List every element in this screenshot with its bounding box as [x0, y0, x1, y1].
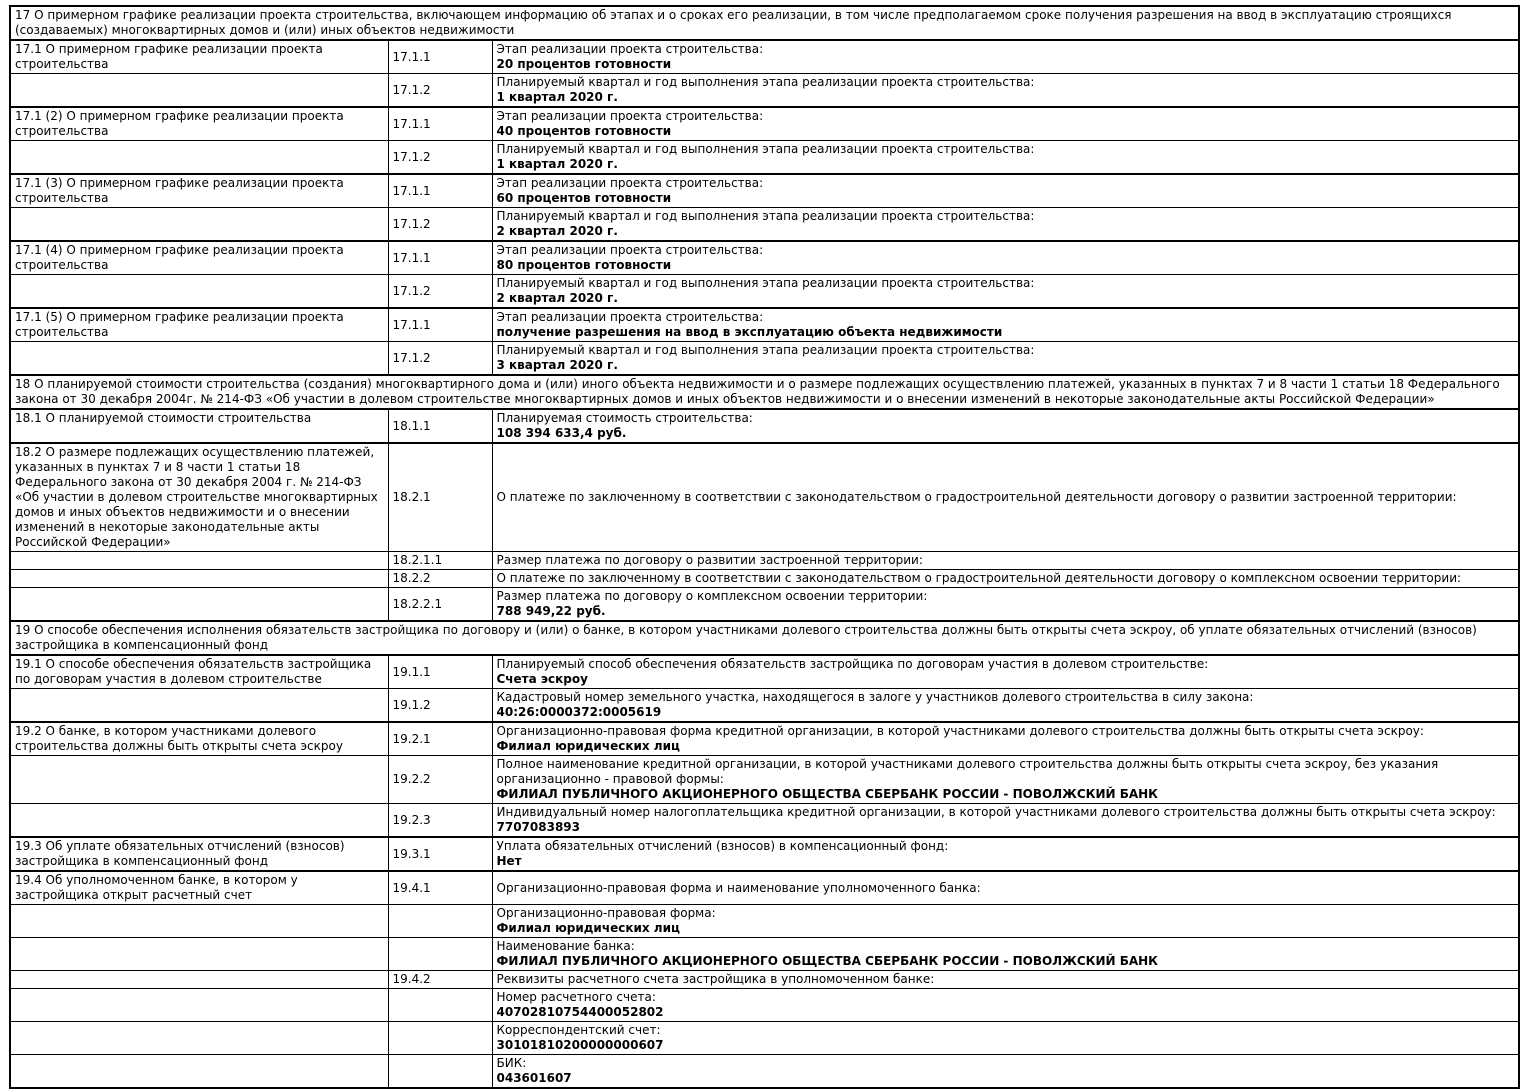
field-value: 3 квартал 2020 г. [496, 358, 618, 372]
row-label-cell [10, 756, 388, 804]
table-row [10, 722, 1519, 756]
row-content-cell [492, 74, 1519, 108]
row-code-cell: 19.4.2 [388, 971, 492, 989]
row-code-cell: 18.2.2.1 [388, 588, 492, 622]
row-content-cell [492, 275, 1519, 309]
row-code-cell: 19.3.1 [388, 837, 492, 871]
row-code-cell: 17.1.1 [388, 107, 492, 141]
field-label: Планируемый квартал и год выполнения этапа реализации проекта строительства: [496, 209, 1035, 223]
field-label: Этап реализации проекта строительства: [496, 176, 764, 190]
row-label-cell: 17.1 О примерном графике реализации проекта строительства [10, 40, 388, 74]
field-value: 40 процентов готовности [496, 124, 672, 138]
row-label-cell [10, 905, 388, 938]
table-row [10, 588, 1519, 622]
field-value: Филиал юридических лиц [496, 921, 680, 935]
row-code-cell [388, 1055, 492, 1089]
row-label-cell [10, 588, 388, 622]
row-label-cell [10, 689, 388, 723]
field-label: Уплата обязательных отчислений (взносов) в компенсационный фонд: [496, 839, 949, 853]
table-row [10, 208, 1519, 242]
section-header: 18 О планируемой стоимости строительства (создания) многоквартирного дома и (или) иного объекта недвижимости и о размере подлежащих осуществлению платежей, указанных в пунктах 7 и 8 части 1 статьи 18 Федерального закона от 30 декабря 2004г. № 214-ФЗ «Об участии в долевом строительстве многоквартирных домов и иных объектов недвижимости и о внесении изменений в некоторые законодательные акты Российской Федерации» [10, 375, 1519, 409]
row-code-cell: 17.1.1 [388, 174, 492, 208]
row-label-cell [10, 570, 388, 588]
table-row [10, 409, 1519, 443]
row-label-cell: 18.2 О размере подлежащих осуществлению платежей, указанных в пунктах 7 и 8 части 1 статьи 18 Федерального закона от 30 декабря 2004 г. № 214-ФЗ «Об участии в долевом строительстве многоквартирных домов и иных объектов недвижимости и о внесении изменений в некоторые законодательные акты Российской Федерации» [10, 443, 388, 552]
field-value: 2 квартал 2020 г. [496, 224, 618, 238]
row-label-cell [10, 141, 388, 175]
row-content-cell [492, 871, 1519, 905]
section-header-row [10, 375, 1519, 409]
field-value: Филиал юридических лиц [496, 739, 680, 753]
row-label-cell: 17.1 (5) О примерном графике реализации проекта строительства [10, 308, 388, 342]
field-label: Планируемая стоимость строительства: [496, 411, 753, 425]
field-label: Планируемый квартал и год выполнения этапа реализации проекта строительства: [496, 343, 1035, 357]
field-label: Организационно-правовая форма и наименование уполномоченного банка: [496, 880, 981, 895]
table-row [10, 1022, 1519, 1055]
section-header-row [10, 6, 1519, 40]
field-label: Планируемый квартал и год выполнения этапа реализации проекта строительства: [496, 75, 1035, 89]
row-code-cell: 18.1.1 [388, 409, 492, 443]
row-label-cell: 19.3 Об уплате обязательных отчислений (взносов) застройщика в компенсационный фонд [10, 837, 388, 871]
field-value: 80 процентов готовности [496, 258, 672, 272]
row-code-cell [388, 989, 492, 1022]
field-value: ФИЛИАЛ ПУБЛИЧНОГО АКЦИОНЕРНОГО ОБЩЕСТВА СБЕРБАНК РОССИИ - ПОВОЛЖСКИЙ БАНК [496, 954, 1158, 968]
field-label: Полное наименование кредитной организации, в которой участниками долевого строительства должны быть открыты счета эскроу, без указания организационно - правовой формы: [496, 757, 1439, 786]
row-code-cell: 17.1.2 [388, 141, 492, 175]
row-label-cell [10, 938, 388, 971]
row-content-cell [492, 989, 1519, 1022]
row-label-cell [10, 989, 388, 1022]
row-label-cell: 17.1 (4) О примерном графике реализации проекта строительства [10, 241, 388, 275]
row-label-cell [10, 275, 388, 309]
table-row [10, 443, 1519, 552]
field-label: Номер расчетного счета: [496, 990, 656, 1004]
field-value: 60 процентов готовности [496, 191, 672, 205]
row-code-cell: 18.2.2 [388, 570, 492, 588]
row-label-cell: 19.4 Об уполномоченном банке, в котором у застройщика открыт расчетный счет [10, 871, 388, 905]
table-row [10, 107, 1519, 141]
field-label: Организационно-правовая форма кредитной организации, в которой участниками долевого строительства должны быть открыты счета эскроу: [496, 724, 1424, 738]
field-value: 30101810200000000607 [496, 1038, 664, 1052]
row-label-cell: 19.2 О банке, в котором участниками долевого строительства должны быть открыты счета эскроу [10, 722, 388, 756]
row-code-cell: 17.1.2 [388, 208, 492, 242]
row-content-cell [492, 342, 1519, 376]
field-value: 2 квартал 2020 г. [496, 291, 618, 305]
table-row [10, 570, 1519, 588]
row-content-cell [492, 174, 1519, 208]
field-label: Размер платежа по договору о комплексном освоении территории: [496, 589, 928, 603]
row-code-cell [388, 905, 492, 938]
field-value: 20 процентов готовности [496, 57, 672, 71]
row-content-cell [492, 905, 1519, 938]
field-value: 788 949,22 руб. [496, 604, 606, 618]
table-row [10, 756, 1519, 804]
row-content-cell [492, 655, 1519, 689]
table-row [10, 1055, 1519, 1089]
field-label: Планируемый квартал и год выполнения этапа реализации проекта строительства: [496, 142, 1035, 156]
row-code-cell [388, 1022, 492, 1055]
row-content-cell [492, 107, 1519, 141]
field-label: Этап реализации проекта строительства: [496, 243, 764, 257]
row-code-cell: 19.4.1 [388, 871, 492, 905]
row-label-cell [10, 1022, 388, 1055]
table-row [10, 655, 1519, 689]
row-content-cell [492, 570, 1519, 588]
table-row [10, 837, 1519, 871]
section-header: 19 О способе обеспечения исполнения обязательств застройщика по договору и (или) о банке, в котором участниками долевого строительства должны быть открыты счета эскроу, об уплате обязательных отчислений (взносов) застройщика в компенсационный фонд [10, 621, 1519, 655]
row-code-cell: 17.1.2 [388, 342, 492, 376]
row-code-cell: 19.2.2 [388, 756, 492, 804]
row-content-cell [492, 208, 1519, 242]
row-code-cell [388, 938, 492, 971]
row-label-cell: 19.1 О способе обеспечения обязательств застройщика по договорам участия в долевом строительстве [10, 655, 388, 689]
field-label: Планируемый способ обеспечения обязательств застройщика по договорам участия в долевом строительстве: [496, 657, 1209, 671]
table-row [10, 174, 1519, 208]
row-label-cell [10, 74, 388, 108]
row-code-cell: 18.2.1 [388, 443, 492, 552]
row-label-cell [10, 971, 388, 989]
row-content-cell [492, 1055, 1519, 1089]
field-label: Реквизиты расчетного счета застройщика в уполномоченном банке: [496, 972, 935, 986]
field-value: 1 квартал 2020 г. [496, 157, 618, 171]
row-label-cell: 17.1 (2) О примерном графике реализации проекта строительства [10, 107, 388, 141]
row-content-cell [492, 837, 1519, 871]
row-code-cell: 19.1.2 [388, 689, 492, 723]
field-label: Планируемый квартал и год выполнения этапа реализации проекта строительства: [496, 276, 1035, 290]
row-content-cell [492, 938, 1519, 971]
table-row [10, 275, 1519, 309]
row-content-cell [492, 443, 1519, 552]
field-value: Нет [496, 854, 522, 868]
field-value: 108 394 633,4 руб. [496, 426, 627, 440]
row-content-cell [492, 1022, 1519, 1055]
row-content-cell [492, 409, 1519, 443]
row-code-cell: 17.1.1 [388, 308, 492, 342]
row-content-cell [492, 971, 1519, 989]
field-value: 40:26:0000372:0005619 [496, 705, 662, 719]
field-label: О платеже по заключенному в соответствии с законодательством о градостроительной деятельности договору о развитии застроенной территории: [496, 490, 1457, 504]
field-label: Этап реализации проекта строительства: [496, 109, 764, 123]
table-row [10, 689, 1519, 723]
row-label-cell [10, 342, 388, 376]
field-label: Организационно-правовая форма: [496, 906, 716, 920]
declaration-table-body [10, 6, 1519, 1088]
field-label: Кадастровый номер земельного участка, находящегося в залоге у участников долевого строительства в силу закона: [496, 690, 1254, 704]
row-code-cell: 19.2.3 [388, 804, 492, 838]
field-label: Корреспондентский счет: [496, 1023, 661, 1037]
row-content-cell [492, 756, 1519, 804]
row-code-cell: 17.1.2 [388, 275, 492, 309]
row-content-cell [492, 241, 1519, 275]
row-content-cell [492, 689, 1519, 723]
row-code-cell: 18.2.1.1 [388, 552, 492, 570]
row-content-cell [492, 308, 1519, 342]
row-code-cell: 17.1.1 [388, 40, 492, 74]
field-label: БИК: [496, 1056, 527, 1070]
table-row [10, 342, 1519, 376]
row-label-cell [10, 804, 388, 838]
field-label: Размер платежа по договору о развитии застроенной территории: [496, 553, 923, 567]
row-code-cell: 19.2.1 [388, 722, 492, 756]
field-value: 043601607 [496, 1071, 572, 1085]
table-row [10, 804, 1519, 838]
row-content-cell [492, 722, 1519, 756]
row-label-cell: 17.1 (3) О примерном графике реализации проекта строительства [10, 174, 388, 208]
field-label: Этап реализации проекта строительства: [496, 42, 764, 56]
declaration-table [9, 5, 1520, 1089]
table-row [10, 74, 1519, 108]
field-value: ФИЛИАЛ ПУБЛИЧНОГО АКЦИОНЕРНОГО ОБЩЕСТВА СБЕРБАНК РОССИИ - ПОВОЛЖСКИЙ БАНК [496, 787, 1158, 801]
table-row [10, 141, 1519, 175]
section-header-row [10, 621, 1519, 655]
field-label: Этап реализации проекта строительства: [496, 310, 764, 324]
row-content-cell [492, 588, 1519, 622]
field-value: получение разрешения на ввод в эксплуатацию объекта недвижимости [496, 325, 1003, 339]
field-label: Индивидуальный номер налогоплательщика кредитной организации, в которой участниками долевого строительства должны быть открыты счета эскроу: [496, 805, 1496, 819]
table-row [10, 308, 1519, 342]
field-value: Счета эскроу [496, 672, 588, 686]
table-row [10, 971, 1519, 989]
table-row [10, 871, 1519, 905]
row-content-cell [492, 141, 1519, 175]
row-content-cell [492, 804, 1519, 838]
row-code-cell: 17.1.1 [388, 241, 492, 275]
row-label-cell [10, 208, 388, 242]
row-code-cell: 17.1.2 [388, 74, 492, 108]
table-row [10, 938, 1519, 971]
field-value: 7707083893 [496, 820, 580, 834]
row-content-cell [492, 552, 1519, 570]
row-content-cell [492, 40, 1519, 74]
table-row [10, 40, 1519, 74]
field-label: Наименование банка: [496, 939, 635, 953]
field-value: 40702810754400052802 [496, 1005, 664, 1019]
row-label-cell [10, 1055, 388, 1089]
row-label-cell [10, 552, 388, 570]
table-row [10, 552, 1519, 570]
row-label-cell: 18.1 О планируемой стоимости строительства [10, 409, 388, 443]
field-value: 1 квартал 2020 г. [496, 90, 618, 104]
table-row [10, 241, 1519, 275]
table-row [10, 989, 1519, 1022]
section-header: 17 О примерном графике реализации проекта строительства, включающем информацию об этапах и о сроках его реализации, в том числе предполагаемом сроке получения разрешения на ввод в эксплуатацию строящихся (создаваемых) многоквартирных домов и (или) иных объектов недвижимости [10, 6, 1519, 40]
table-row [10, 905, 1519, 938]
field-label: О платеже по заключенному в соответствии с законодательством о градостроительной деятельности договору о комплексном освоении территории: [496, 571, 1462, 585]
row-code-cell: 19.1.1 [388, 655, 492, 689]
